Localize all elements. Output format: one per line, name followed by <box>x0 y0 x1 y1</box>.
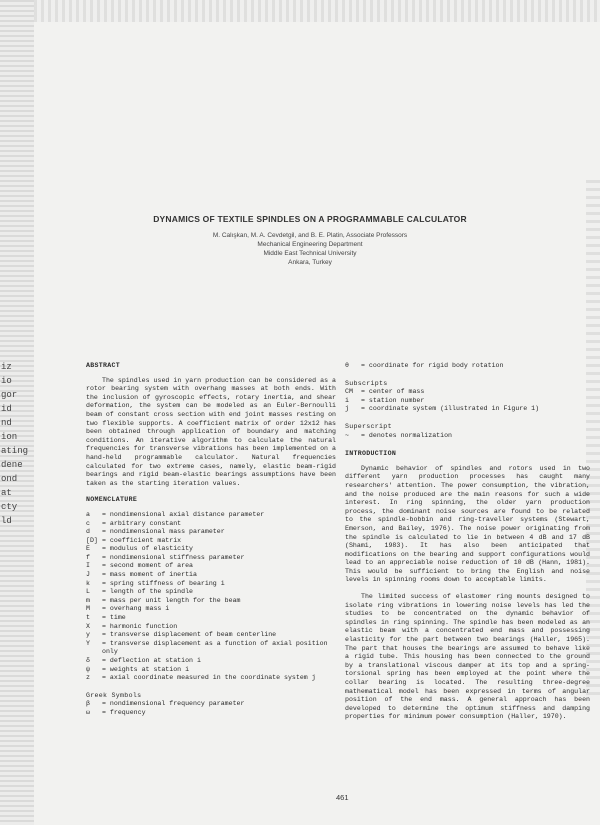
nom-description: = deflection at station i <box>102 657 201 664</box>
university: Middle East Technical University <box>263 250 357 257</box>
superscripts-list <box>345 432 590 441</box>
paper-title: DYNAMICS OF TEXTILE SPINDLES ON A PROGRAMMABLE CALCULATOR <box>153 214 467 224</box>
nom-symbol: k <box>86 579 90 587</box>
nom-symbol: CM <box>345 388 353 396</box>
margin-fragment: ion <box>1 432 18 442</box>
margin-fragment: nd <box>1 418 12 428</box>
nom-description: = length of the spindle <box>102 588 194 596</box>
margin-fragment: id <box>1 404 12 414</box>
margin-fragment: io <box>1 376 12 386</box>
margin-fragment: gor <box>1 390 18 400</box>
nom-description: = nondimensional frequency parameter <box>102 700 245 708</box>
nom-symbol: X <box>86 622 90 630</box>
introduction-paragraph-1: Dynamic behavior of spindles and rotors used in two different yarn production processes has caught many researchers' attention. The power consumption, the vibration, and the noise produced are the main reasons for such a wide interest. In ring spinning, the older yarn production process, the dominant noise sources are found to be related to the spindle-bobbin and ring-traveller systems (Stewart, Emerson, and Bailey, 1976). The noise power originating from the spindle is calculated to lie in between 4 dB and 17 dB (Shami, 1983). It has also been anticipated that modifications on the bearing and support configurations would lead to an appreciable noise reduction of 10 dB (Hann, 1981). This would be sufficient to bring the English and noise levels in spinning rooms down to acceptable limits. <box>345 464 590 584</box>
nom-description: = modulus of elasticity <box>102 545 194 553</box>
nomenclature-row <box>86 580 336 589</box>
nom-symbol: ψ <box>86 665 90 673</box>
nomenclature-row <box>86 631 336 640</box>
nom-description: = transverse displacement of beam centerline <box>102 631 277 639</box>
nom-description: = overhang mass i <box>102 605 170 613</box>
left-margin-fragments <box>1 360 35 528</box>
nom-symbol: M <box>86 605 90 613</box>
nom-symbol: [D] <box>86 536 98 544</box>
nomenclature-row <box>86 623 336 632</box>
nomenclature-row <box>86 520 336 529</box>
nom-description: = axial coordinate measured in the coordinate system j <box>102 674 316 682</box>
nomenclature-row <box>86 666 336 675</box>
scan-noise-top <box>34 0 600 22</box>
subscripts-list <box>345 388 590 414</box>
greek-heading: Greek Symbols <box>86 691 142 699</box>
nom-description: = time <box>102 614 126 622</box>
nom-symbol: i <box>345 396 349 404</box>
nom-description: = spring stiffness of bearing i <box>102 579 225 587</box>
nom-symbol: ~ <box>345 431 349 439</box>
nom-description: = weights at station i <box>102 665 190 673</box>
margin-fragment: at <box>1 488 12 498</box>
nomenclature-list <box>86 511 336 683</box>
nom-description: = arbitrary constant <box>102 519 182 527</box>
nomenclature-row <box>86 528 336 537</box>
nomenclature-row <box>345 432 590 441</box>
abstract-heading: ABSTRACT <box>86 362 121 369</box>
nom-symbol: J <box>86 571 90 579</box>
nom-description: = coordinate for rigid body rotation <box>361 362 504 369</box>
nomenclature-row <box>86 511 336 520</box>
nom-symbol: c <box>86 519 90 527</box>
nomenclature-row <box>86 614 336 623</box>
nomenclature-row <box>86 597 336 606</box>
nom-symbol: ω <box>86 708 90 716</box>
nom-symbol: t <box>86 614 90 622</box>
margin-fragment: ld <box>1 516 12 526</box>
margin-fragment: dene <box>1 460 23 470</box>
abstract-text: The spindles used in yarn production can be considered as a rotor bearing system with overhang masses at both ends. With the inclusion of gyroscopic effects, rotary inertia, and shear deformation, the system can be modeled as an Euler-Bernoulli beam of constant cross section with end joint masses resting on two flexible supports. A coefficient matrix of order 12x12 has been obtained through application of boundary and matching conditions. An iterative algorithm to calculate the natural frequencies for transverse vibrations has been implemented on a hand-held programmable calculator. Natural frequencies calculated for two extreme cases, namely, elastic beam-rigid bearings and rigid beam-elastic bearings assumptions have been taken as the starting iteration values. <box>86 376 336 487</box>
margin-fragment: ating <box>1 446 29 456</box>
nom-description: = coefficient matrix <box>102 536 182 544</box>
subscripts-heading: Subscripts <box>345 379 388 387</box>
nom-symbol: a <box>86 510 90 518</box>
right-column <box>345 362 590 730</box>
nomenclature-row <box>86 700 336 709</box>
nom-symbol: L <box>86 588 90 596</box>
nom-symbol: y <box>86 631 90 639</box>
nomenclature-row <box>86 537 336 546</box>
nomenclature-row <box>86 588 336 597</box>
nom-symbol: d <box>86 528 90 536</box>
nom-description: = coordinate system (illustrated in Figure 1) <box>361 405 540 413</box>
nom-symbol: θ <box>345 362 349 369</box>
nomenclature-row <box>345 397 590 406</box>
nomenclature-row <box>86 640 336 657</box>
nomenclature-row <box>345 388 590 397</box>
theta-line <box>345 362 590 371</box>
nom-description: = frequency <box>102 708 146 716</box>
margin-fragment: iz <box>1 362 12 372</box>
nomenclature-row <box>86 571 336 580</box>
nom-symbol: Y <box>86 639 90 647</box>
title-block <box>150 214 470 267</box>
city: Ankara, Turkey <box>288 259 332 266</box>
margin-fragment: cty <box>1 502 18 512</box>
nom-description: = center of mass <box>361 388 425 396</box>
nom-symbol: β <box>86 700 90 708</box>
nom-description: = mass per unit length for the beam <box>102 596 241 604</box>
nom-description: = harmonic function <box>102 622 178 630</box>
nomenclature-row <box>86 605 336 614</box>
nom-symbol: f <box>86 553 90 561</box>
introduction-paragraph-2: The limited success of elastomer ring mounts designed to isolate ring vibrations in lowering noise levels has led the studies to be concentrated on the dynamic behavior of spindles in ring spinning. The spindle has been modeled as an elastic beam with a concentrated end mass and possessing elasticity for the part between two bearings (Haller, 1965). The part that houses the bearings are assumed to behave like a rigid tube. This housing has been connected to the ground by a translational viscous damper at its top and a spring-torsional spring has been employed at the point where the collar bearing is located. The resulting three-degree mathematical model has been expressed in terms of angular position of the end mass. A general approach has been developed to determine the optimum stiffness and damping properties for minimum power consumption (Haller, 1970). <box>345 593 590 721</box>
nom-description: = mass moment of inertia <box>102 571 197 579</box>
nom-symbol: j <box>345 405 349 413</box>
introduction-heading: INTRODUCTION <box>345 450 397 458</box>
nomenclature-row <box>86 562 336 571</box>
nomenclature-row <box>86 657 336 666</box>
nom-symbol: δ <box>86 657 90 664</box>
page-number: 461 <box>336 793 349 802</box>
nom-symbol: E <box>86 545 90 553</box>
nom-symbol: I <box>86 562 90 570</box>
nomenclature-heading: NOMENCLATURE <box>86 496 138 504</box>
left-column <box>86 362 336 718</box>
nom-description: = station number <box>361 396 425 404</box>
nom-symbol: z <box>86 674 90 682</box>
nom-description: = transverse displacement as a function of axial position only <box>102 639 328 656</box>
nomenclature-row <box>86 554 336 563</box>
nom-description: = nondimensional axial distance parameter <box>102 510 265 518</box>
margin-fragment: ond <box>1 474 18 484</box>
nomenclature-row <box>86 709 336 718</box>
nomenclature-row <box>86 545 336 554</box>
nom-symbol: m <box>86 596 90 604</box>
nom-description: = denotes normalization <box>361 431 453 439</box>
nom-description: = second moment of area <box>102 562 194 570</box>
nom-description: = nondimensional stiffness parameter <box>102 553 245 561</box>
greek-list <box>86 700 336 717</box>
nom-description: = nondimensional mass parameter <box>102 528 225 536</box>
nomenclature-row <box>86 674 336 683</box>
affiliation: Mechanical Engineering Department <box>257 241 363 248</box>
nomenclature-row <box>345 405 590 414</box>
superscript-heading: Superscript <box>345 422 392 430</box>
authors: M. Calışkan, M. A. Cevdetgil, and B. E. Platin, Associate Professors <box>212 232 408 239</box>
